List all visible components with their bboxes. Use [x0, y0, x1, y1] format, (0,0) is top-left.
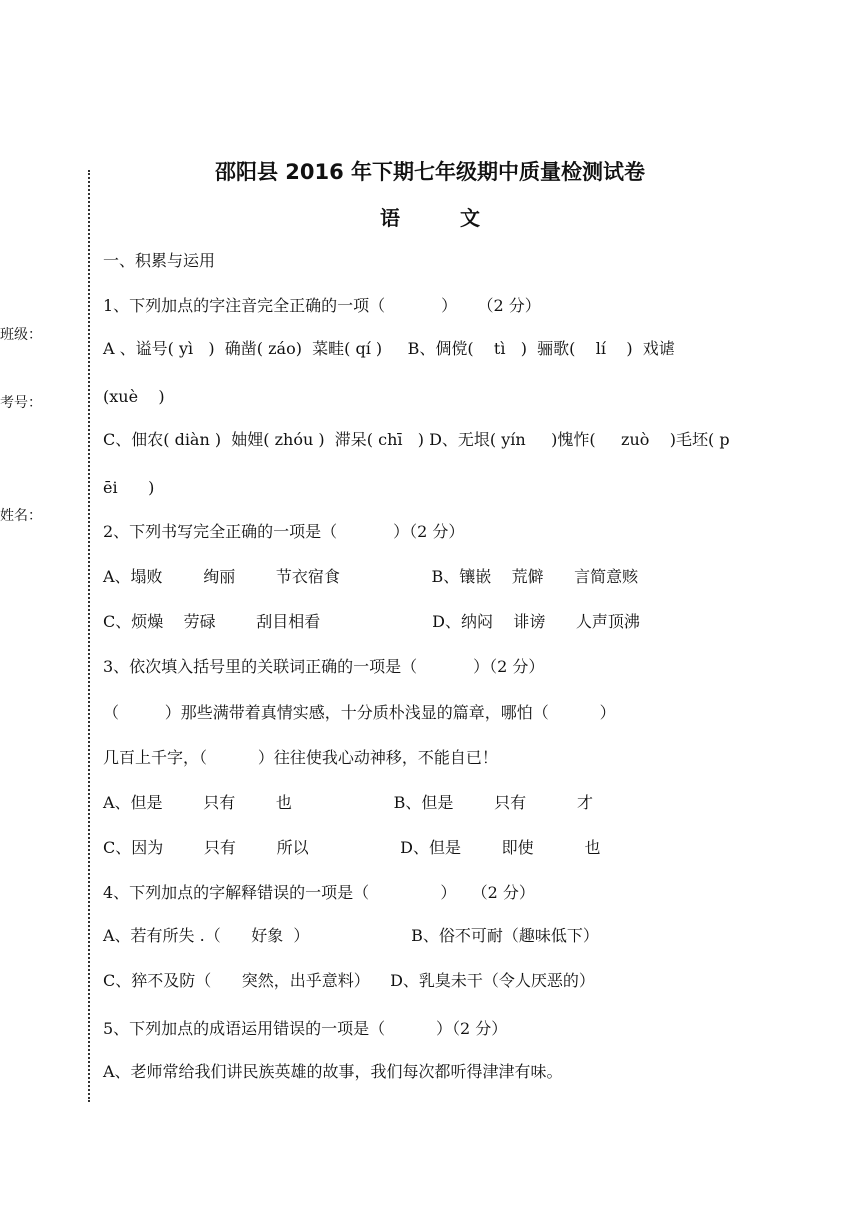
question-3-stem: 3、依次填入括号里的关联词正确的一项是（ ）（2 分）	[103, 657, 545, 676]
question-4-options-line-1: A、若有所失 .（ 好象 ） B、俗不可耐（趣味低下）	[103, 926, 599, 945]
question-5-stem: 5、下列加点的成语运用错误的一项是（ ）（2 分）	[103, 1019, 508, 1038]
question-1-options-line-3: C、佃农( diàn ) 妯娌( zhóu ) 滞呆( chī ) D、无垠( yín )愧怍( zuò )毛坯( p	[103, 430, 730, 449]
question-1-options-line-1: A 、谥号( yì ) 确凿( záo) 菜畦( qí ) B、倜傥( tì ) 骊歌( lí ) 戏谑	[103, 339, 675, 358]
question-1-options-line-4: ēi )	[103, 478, 155, 497]
section-heading: 一、积累与运用	[103, 251, 216, 270]
question-3-options-line-2: C、因为 只有 所以 D、但是 即使 也	[103, 838, 601, 857]
name-label: 姓名：	[0, 508, 42, 524]
question-4-options-line-2: C、猝不及防（ 突然，出乎意料） D、乳臭未干（令人厌恶的）	[103, 971, 595, 990]
question-3-passage-line-2: 几百上千字，（ ）往往使我心动神移，不能自已！	[103, 748, 498, 767]
question-2-stem: 2、下列书写完全正确的一项是（ ）（2 分）	[103, 522, 465, 541]
question-2-options-line-1: A、塌败 绚丽 节衣宿食 B、镶嵌 荒僻 言简意赅	[103, 567, 639, 586]
exam-number-label: 考号：	[0, 395, 42, 411]
question-2-options-line-2: C、烦燥 劳碌 刮目相看 D、纳闷 诽谤 人声顶沸	[103, 612, 640, 631]
question-1-stem: 1、下列加点的字注音完全正确的一项（ ） （2 分）	[103, 296, 541, 315]
subject-title: 语文	[380, 206, 540, 230]
class-label: 班级：	[0, 327, 42, 343]
exam-title: 邵阳县 2016 年下期七年级期中质量检测试卷	[214, 160, 646, 184]
binding-line	[88, 170, 90, 1102]
question-3-options-line-1: A、但是 只有 也 B、但是 只有 才	[103, 793, 593, 812]
question-5-option-a: A、老师常给我们讲民族英雄的故事，我们每次都听得津津有味。	[103, 1062, 563, 1081]
question-4-stem: 4、下列加点的字解释错误的一项是（ ） （2 分）	[103, 883, 535, 902]
question-1-options-line-2: (xuè )	[103, 387, 165, 406]
question-3-passage-line-1: （ ）那些满带着真情实感，十分质朴浅显的篇章，哪怕（ ）	[103, 703, 616, 722]
